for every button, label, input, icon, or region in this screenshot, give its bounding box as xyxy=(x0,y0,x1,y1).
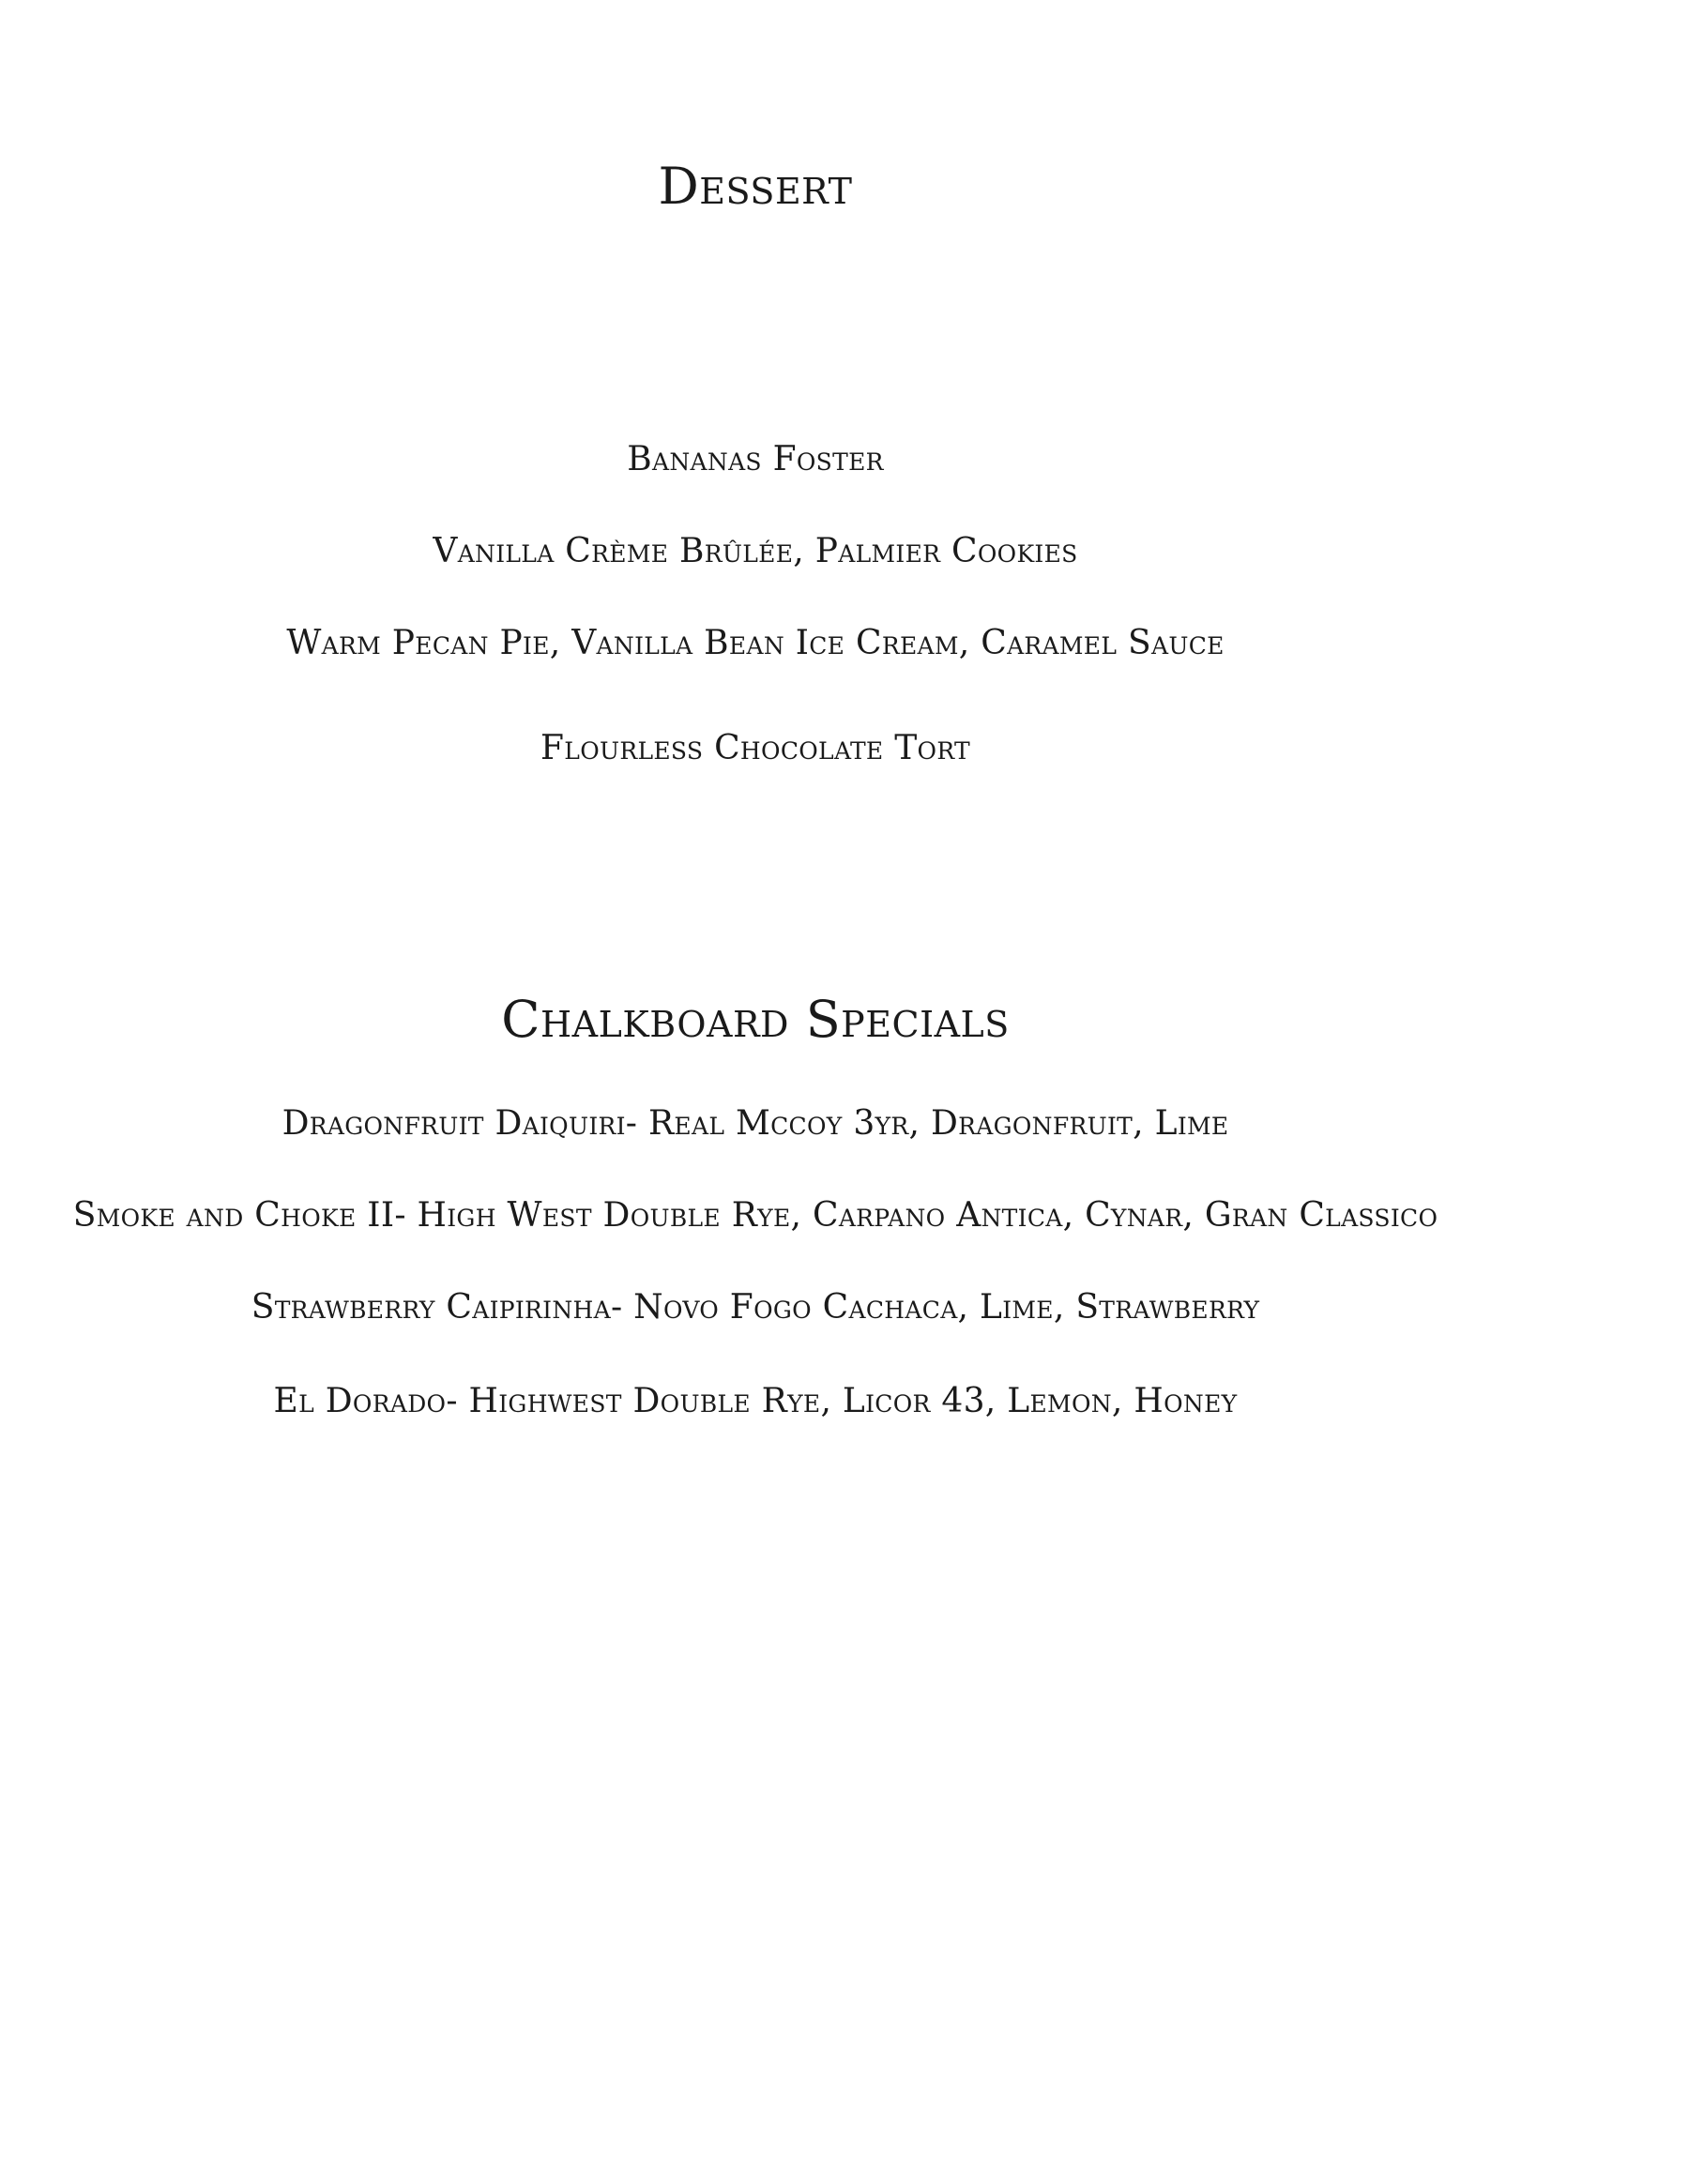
dessert-item: Warm Pecan Pie, Vanilla Bean Ice Cream, Caramel Sauce xyxy=(286,624,1225,662)
special-item: El Dorado- Highwest Double Rye, Licor 43, Lemon, Honey xyxy=(273,1382,1238,1420)
special-item: Smoke and Choke II- High West Double Rye, Carpano Antica, Cynar, Gran Classico xyxy=(72,1196,1438,1235)
dessert-item: Vanilla Crème Brûlée, Palmier Cookies xyxy=(433,532,1078,570)
dessert-heading: Dessert xyxy=(658,157,853,216)
special-item: Dragonfruit Daiquiri- Real Mccoy 3yr, Dragonfruit, Lime xyxy=(282,1104,1229,1143)
special-item: Strawberry Caipirinha- Novo Fogo Cachaca, Lime, Strawberry xyxy=(251,1288,1260,1327)
dessert-item: Flourless Chocolate Tort xyxy=(540,729,970,767)
dessert-item: Bananas Foster xyxy=(627,440,884,478)
chalkboard-specials-heading: Chalkboard Specials xyxy=(501,990,1010,1049)
